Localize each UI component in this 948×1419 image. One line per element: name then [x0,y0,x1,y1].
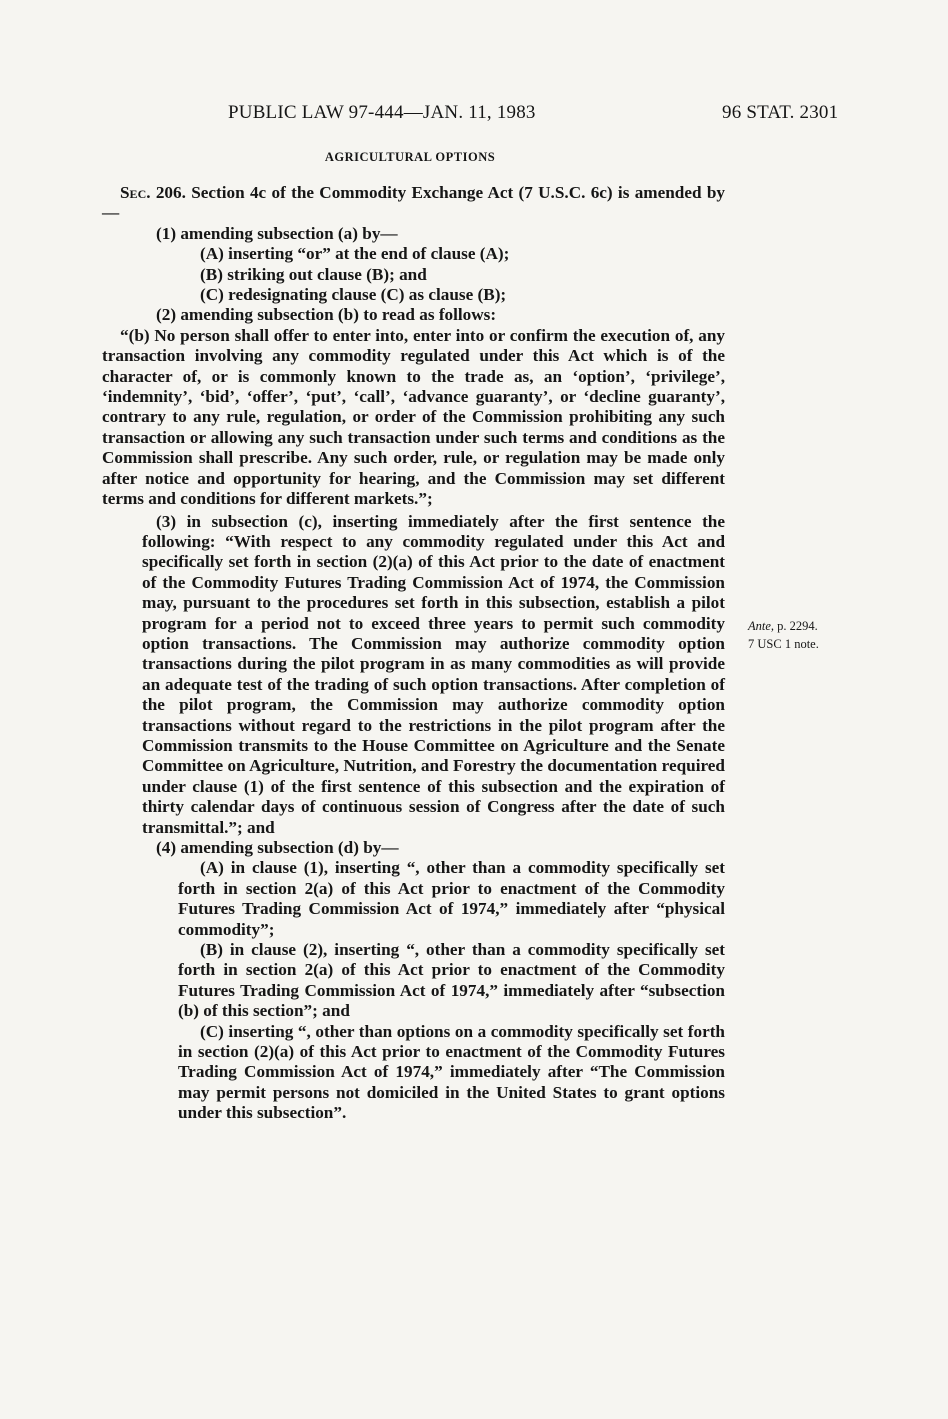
item-4a: (A) in clause (1), inserting “, other than a commodity specifically set forth in section 2(a) of this Act prior to enactment of the Commodity Futures Trading Commission Act of 1974,” immediately after “physical commodity”; [178,858,725,939]
margin-note-usc: 7 USC 1 note. [748,637,819,651]
section-label: Sec. 206. [120,183,186,202]
quoted-subsection-b: “(b) No person shall offer to enter into, enter into or confirm the execution of, any transaction involving any commodity regulated under this Act which is of the character of, or is commonly known to the trade as, an ‘option’, ‘privilege’, ‘indemnity’, ‘bid’, ‘offer’, ‘put’, ‘call’, ‘advance guaranty’, or ‘decline guaranty’, contrary to any rule, regulation, or order of the Commission prohibiting any such transaction or allowing any such transaction under such terms and conditions as the Commission shall prescribe. Any such order, rule, or regulation may be made only after notice and opportunity for hearing, and the Commission may set different terms and conditions for different markets.”; [102,325,725,509]
statute-body [102,183,725,1124]
item-1c: (C) redesignating clause (C) as clause (B); [200,285,507,305]
section-title: AGRICULTURAL OPTIONS [324,150,496,164]
item-1: (1) amending subsection (a) by— [156,223,398,243]
item-1b: (B) striking out clause (B); and [200,264,427,284]
section-intro-text: Section 4c of the Commodity Exchange Act (7 U.S.C. 6c) is amended by— [102,183,725,223]
item-3: (3) in subsection (c), inserting immediately after the first sentence the following: “With respect to any commodity regulated under this Act and specifically set forth in section (2)(a) of this Act prior to the date of enactment of the Commodity Futures Trading Commission Act of 1974, the Commission may, pursuant to the procedures set forth in this subsection, establish a pilot program for a period not to exceed three years to permit such commodity option transactions. The Commission may authorize commodity option transactions during the pilot program in as many commodities as will provide an adequate test of the trading of such option transactions. After completion of the pilot program, the Commission may authorize commodity option transactions without regard to the restrictions in the pilot program after the Commission transmits to the House Committee on Agriculture and the Senate Committee on Agriculture, Nutrition, and Forestry the documentation required under clause (1) of the first sentence of this subsection and the expiration of thirty calendar days of continuous session of Congress after the date of such transmittal.”; and [142,511,725,837]
item-4b: (B) in clause (2), inserting “, other than a commodity specifically set forth in section 2(a) of this Act prior to enactment of the Commodity Futures Trading Commission Act of 1974,” immediately after “subsection (b) of this section”; and [178,940,725,1021]
item-1a: (A) inserting “or” at the end of clause (A); [200,244,510,264]
margin-note-ante: Ante, p. 2294. [748,619,818,633]
running-header-right: 96 STAT. 2301 [722,102,839,123]
section-intro [102,183,725,224]
margin-note [748,617,819,653]
item-2: (2) amending subsection (b) to read as follows: [156,305,497,325]
item-4c: (C) inserting “, other than options on a commodity specifically set forth in section (2)(a) of this Act prior to enactment of the Commodity Futures Trading Commission Act of 1974,” immediately after “The Commission may permit persons not domiciled in the United States to grant options under this subsection”. [178,1021,725,1123]
item-4: (4) amending subsection (d) by— [156,838,399,857]
running-header-left: PUBLIC LAW 97-444—JAN. 11, 1983 [228,102,536,123]
